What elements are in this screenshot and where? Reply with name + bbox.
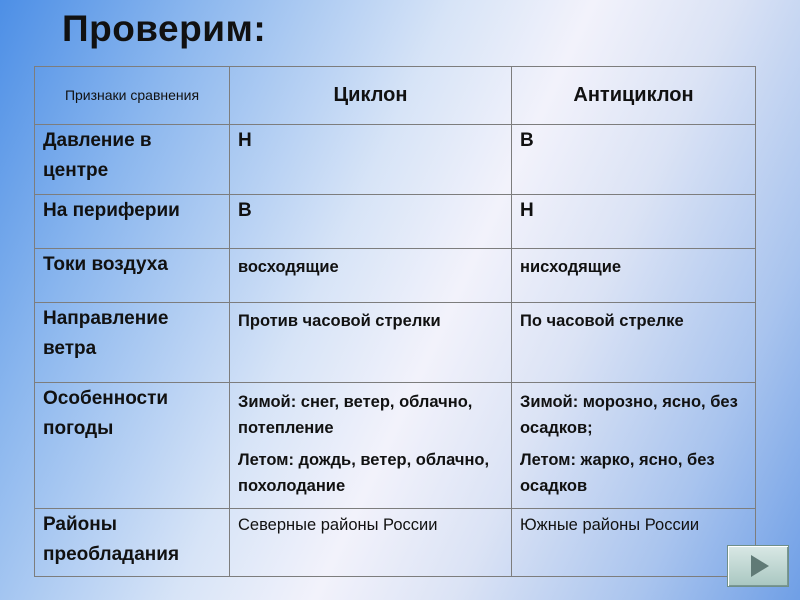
cyclone-value: В xyxy=(230,195,512,249)
anticyclone-value: В xyxy=(512,125,756,195)
table-row xyxy=(35,383,756,509)
next-slide-button[interactable] xyxy=(727,545,789,587)
cyclone-weather xyxy=(230,383,512,509)
table-row xyxy=(35,249,756,303)
header-cyclone: Циклон xyxy=(230,67,512,125)
table-row xyxy=(35,509,756,577)
cyclone-value: Северные районы России xyxy=(230,509,512,577)
play-triangle-icon xyxy=(751,555,769,577)
row-label: Направление ветра xyxy=(35,303,230,383)
table-row xyxy=(35,125,756,195)
anticyclone-weather xyxy=(512,383,756,509)
header-anticyclone: Антициклон xyxy=(512,67,756,125)
comparison-table xyxy=(34,66,756,577)
anticyclone-value: нисходящие xyxy=(512,249,756,303)
row-label: На периферии xyxy=(35,195,230,249)
anticyclone-value: Южные районы России xyxy=(512,509,756,577)
page-title: Проверим: xyxy=(62,8,267,49)
anticyclone-summer: Летом: жарко, ясно, без осадков xyxy=(520,451,715,495)
cyclone-value: Н xyxy=(230,125,512,195)
cyclone-value: восходящие xyxy=(230,249,512,303)
table-row xyxy=(35,195,756,249)
header-criteria: Признаки сравнения xyxy=(35,67,230,125)
table-header-row xyxy=(35,67,756,125)
row-label: Особенности погоды xyxy=(35,383,230,509)
anticyclone-winter: Зимой: морозно, ясно, без осадков; xyxy=(520,393,738,437)
cyclone-value: Против часовой стрелки xyxy=(230,303,512,383)
cyclone-winter: Зимой: снег, ветер, облачно, потепление xyxy=(238,393,473,437)
row-label: Районы преобладания xyxy=(35,509,230,577)
cyclone-summer: Летом: дождь, ветер, облачно, похолодание xyxy=(238,451,490,495)
row-label: Токи воздуха xyxy=(35,249,230,303)
anticyclone-value: По часовой стрелке xyxy=(512,303,756,383)
table-row xyxy=(35,303,756,383)
row-label: Давление в центре xyxy=(35,125,230,195)
anticyclone-value: Н xyxy=(512,195,756,249)
